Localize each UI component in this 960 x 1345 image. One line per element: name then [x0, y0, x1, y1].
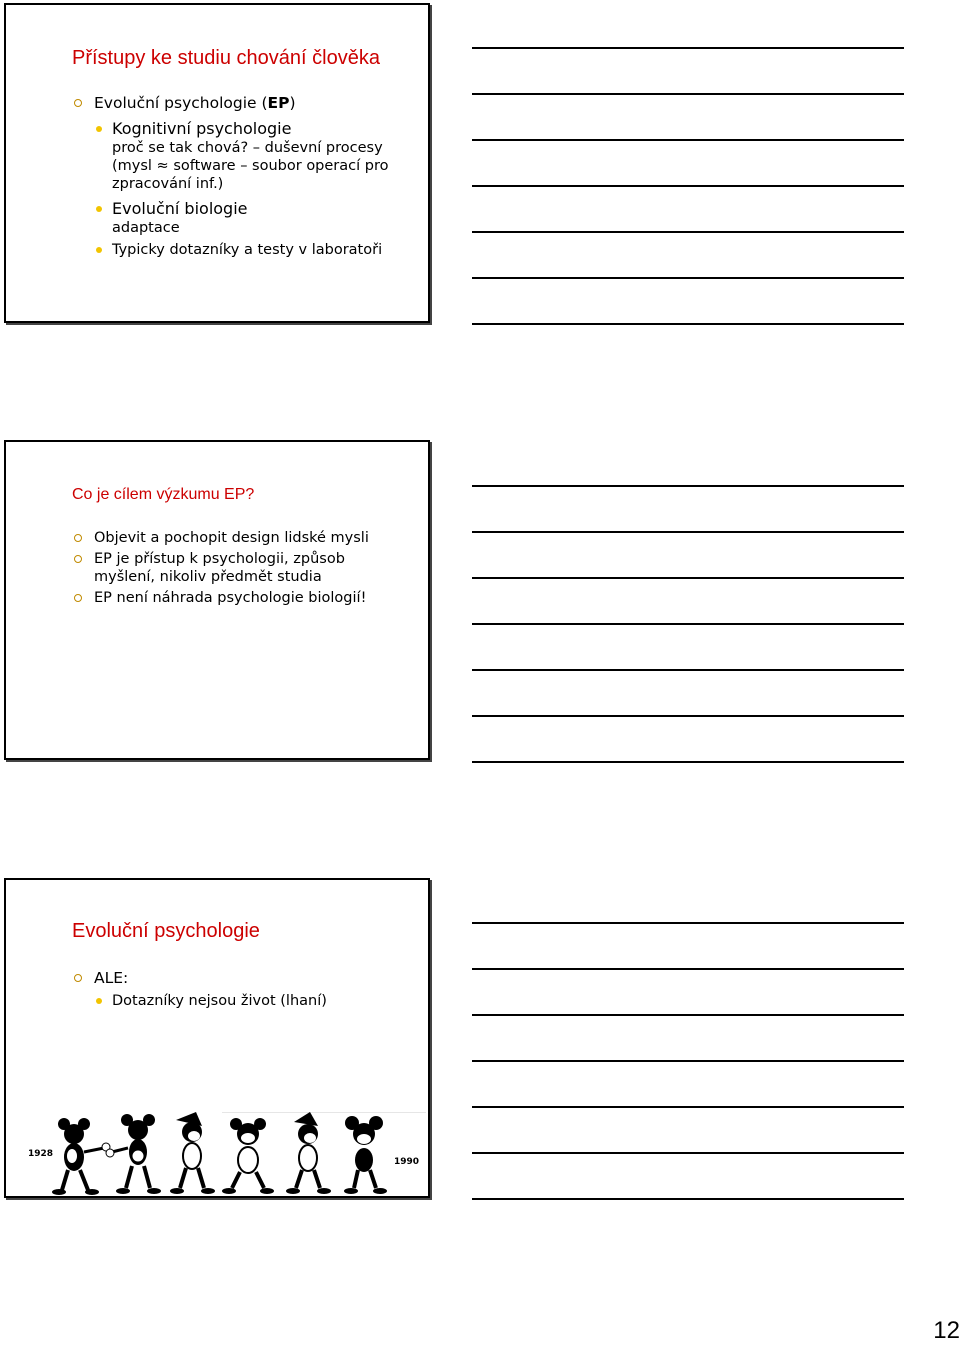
note-line [472, 922, 904, 924]
bullet-text: EP není náhrada psychologie biologií! [94, 590, 367, 606]
note-line [472, 761, 904, 763]
note-line [472, 968, 904, 970]
bullet-text-bold: EP [267, 94, 290, 112]
bullet-text-end: ) [289, 94, 296, 112]
bullet-text: EP je přístup k psychologii, způsob myšlení, nikoliv předmět studia [94, 551, 345, 585]
slide-3-title: Evoluční psychologie [72, 920, 260, 942]
slide-1-sub-typicky [72, 241, 412, 259]
mickey-figure-5 [286, 1112, 331, 1194]
mickey-evolution-image [26, 1112, 426, 1196]
slide-2-bullets [72, 529, 382, 607]
mickey-figure-4 [222, 1118, 274, 1194]
year-right-label: 1990 [394, 1157, 420, 1167]
sub-title: Kognitivní psychologie [112, 119, 292, 138]
sub-detail: adaptace [112, 220, 180, 236]
slide-1-title: Přístupy ke studiu chování člověka [72, 47, 380, 69]
slide-1-sub-kognitivni [72, 119, 412, 193]
note-line [472, 715, 904, 717]
note-line [472, 231, 904, 233]
note-line [472, 577, 904, 579]
note-line [472, 47, 904, 49]
slide-3 [4, 878, 430, 1198]
note-line [472, 669, 904, 671]
mickey-figure-1 [52, 1118, 110, 1195]
note-line [472, 277, 904, 279]
slide-3-bullet-ale [72, 968, 412, 988]
slide-3-bullets [72, 968, 412, 1010]
bullet-text: ALE: [94, 969, 129, 987]
note-line [472, 323, 904, 325]
year-left-label: 1928 [28, 1149, 54, 1159]
mickey-figure-2 [106, 1114, 161, 1194]
note-line [472, 1152, 904, 1154]
slide-2-bullet-1 [72, 529, 382, 547]
note-line [472, 485, 904, 487]
bullet-text: Evoluční psychologie ( [94, 94, 268, 112]
sub-title: Evoluční biologie [112, 199, 248, 218]
note-line [472, 185, 904, 187]
slide-2-title: Co je cílem výzkumu EP? [72, 486, 255, 503]
slide-2 [4, 440, 430, 760]
slide-1-bullet-ep [72, 93, 412, 113]
mickey-figure-6 [344, 1116, 387, 1194]
mickey-figure-3 [170, 1112, 215, 1194]
slide-2-bullet-3 [72, 589, 382, 607]
page-number: 12 [933, 1317, 960, 1344]
bullet-text: Objevit a pochopit design lidské mysli [94, 530, 369, 546]
sub-detail: proč se tak chová? – duševní procesy (mysl ≈ software – soubor operací pro zpracování inf.) [112, 140, 389, 192]
note-line [472, 1014, 904, 1016]
slide-1-bullets [72, 93, 412, 259]
note-line [472, 1060, 904, 1062]
note-line [472, 1106, 904, 1108]
slide-1 [4, 3, 430, 323]
note-line [472, 531, 904, 533]
slide-3-sub-dotazniky [72, 992, 412, 1010]
note-line [472, 93, 904, 95]
note-line [472, 1198, 904, 1200]
note-line [472, 623, 904, 625]
sub-title: Typicky dotazníky a testy v laboratoři [112, 242, 383, 258]
note-line [472, 139, 904, 141]
slide-1-sub-evolucni [72, 199, 412, 237]
sub-title: Dotazníky nejsou život (lhaní) [112, 993, 327, 1009]
slide-2-bullet-2 [72, 550, 382, 586]
